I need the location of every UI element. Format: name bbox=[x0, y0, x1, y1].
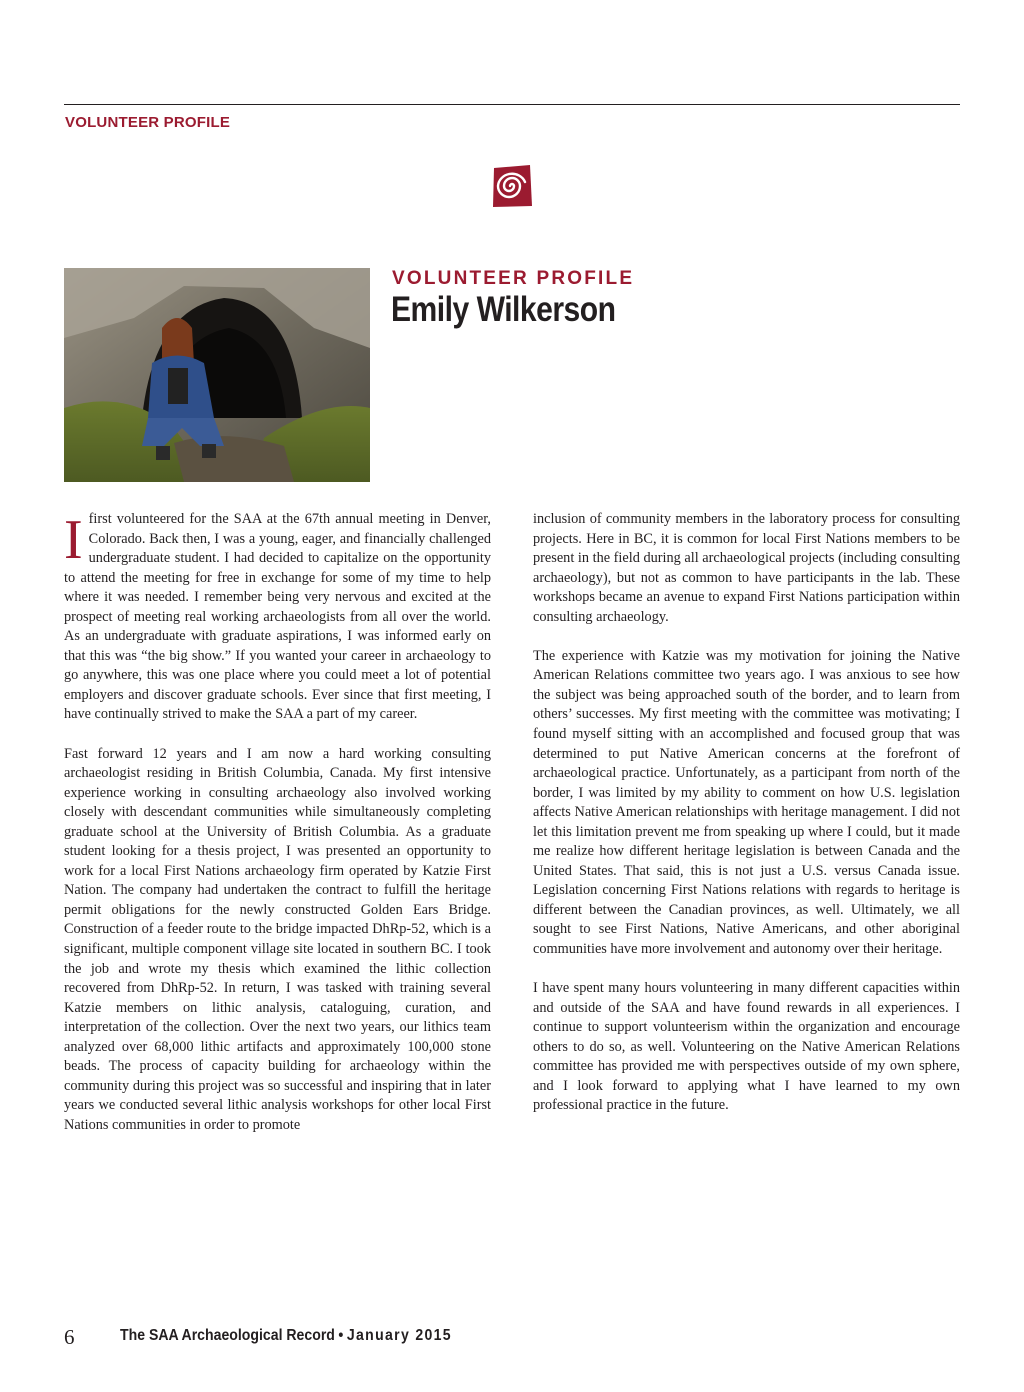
article-column-right bbox=[533, 510, 960, 1136]
header-rule bbox=[64, 104, 960, 105]
article-paragraph: I first volunteered for the SAA at the 67th annual meeting in Denver, Colorado. Back then, I was a young, eager, and financially challenged undergraduate student. I had decided to capitalize on the opportunity to attend the meeting for free in exchange for some of my time to help where it was needed. I remember being very nervous and excited at the prospect of meeting real working archaeologists from all over the world. As an undergraduate with graduate aspirations, I was informed early on that this was “the big show.” If you wanted your career in archaeology to go anywhere, this was one place where you could meet a lot of potential employers and discover graduate schools. Ever since that first meeting, I have continually strived to make the SAA a part of my career. bbox=[64, 509, 491, 723]
article-column-left bbox=[64, 510, 491, 1155]
drop-cap: I bbox=[64, 509, 83, 571]
spiral-logo-icon bbox=[490, 162, 534, 210]
article-title: Emily Wilkerson bbox=[391, 290, 616, 329]
running-head: VOLUNTEER PROFILE bbox=[65, 114, 231, 131]
article-paragraph: Fast forward 12 years and I am now a hard working consulting archaeologist residing in British Columbia, Canada. My first intensive experience working in consulting archaeology also involved working closely with descendant communities while simultaneously completing graduate school at the University of British Columbia. As a graduate student looking for a thesis project, I was presented an opportunity to work for a local First Nations archaeology firm operated by Katzie First Nation. The company had undertaken the contract to fulfill the heritage permit obligations for the newly constructed Golden Ears Bridge. Construction of a feeder route to the bridge impacted DhRp-52, which is a significant, multiple component village site located in southern BC. I took the job and wrote my thesis which examined the lithic collection recovered from DhRp-52. In return, I was tasked with training several Katzie members on lithic analysis, cataloguing, curation, and interpretation of the collection. Over the next two years, our lithics team analyzed over 68,000 lithic artifacts and approximately 100,000 stone beads. The process of capacity building for archaeology within the community during this project was so successful and inspiring that in later years we conducted several lithic analysis workshops for other local First Nations communities in order to promote bbox=[64, 745, 491, 1133]
issue-date: January 2015 bbox=[346, 1327, 452, 1344]
article-paragraph: I have spent many hours volunteering in many different capacities within and outside of the SAA and have found rewards in all experiences. I continue to support volunteerism within the organization and encourage others to do so, as well. Volunteering on the Native American Relations committee has provided me with perspectives outside of my own sphere, and I look forward to applying what I have learned to my own professional practice in the future. bbox=[533, 980, 960, 1114]
article-paragraph: inclusion of community members in the laboratory process for consulting projects. Here in BC, it is common for local First Nations members to be present in the field during all archaeological projects (including consulting archaeology), but not as common to have participants in the lab. These workshops became an avenue to expand First Nations participation within consulting archaeology. bbox=[533, 511, 960, 625]
portrait-photo bbox=[64, 268, 370, 482]
footer-bullet: • bbox=[338, 1327, 344, 1344]
page-number: 6 bbox=[64, 1325, 75, 1349]
journal-title: The SAA Archaeological Record • January 2015 bbox=[120, 1327, 452, 1344]
article-kicker: VOLUNTEER PROFILE bbox=[392, 268, 635, 289]
article-paragraph: The experience with Katzie was my motivation for joining the Native American Relations committee two years ago. I was anxious to see how the subject was being approached south of the border, and to learn from others’ successes. My first meeting with the committee was motivating; I found myself sitting with an accomplished and focused group that was determined to put Native American concerns at the forefront of archaeological practice. Unfortunately, as a participant from north of the border, I was limited by my ability to comment on how U.S. legislation affects Native American relationships with heritage management. I did not let this limitation prevent me from speaking up where I could, but it made me realize how different heritage legislation is between Canada and the United States. That said, this is not just a U.S. versus Canada issue. Legislation concerning First Nations relations with regards to heritage is different between the Canadian provinces, as well. Ultimately, we all sought to see First Nations, Native Americans, and other aboriginal communities have more involvement and autonomy over their heritage. bbox=[533, 647, 960, 958]
